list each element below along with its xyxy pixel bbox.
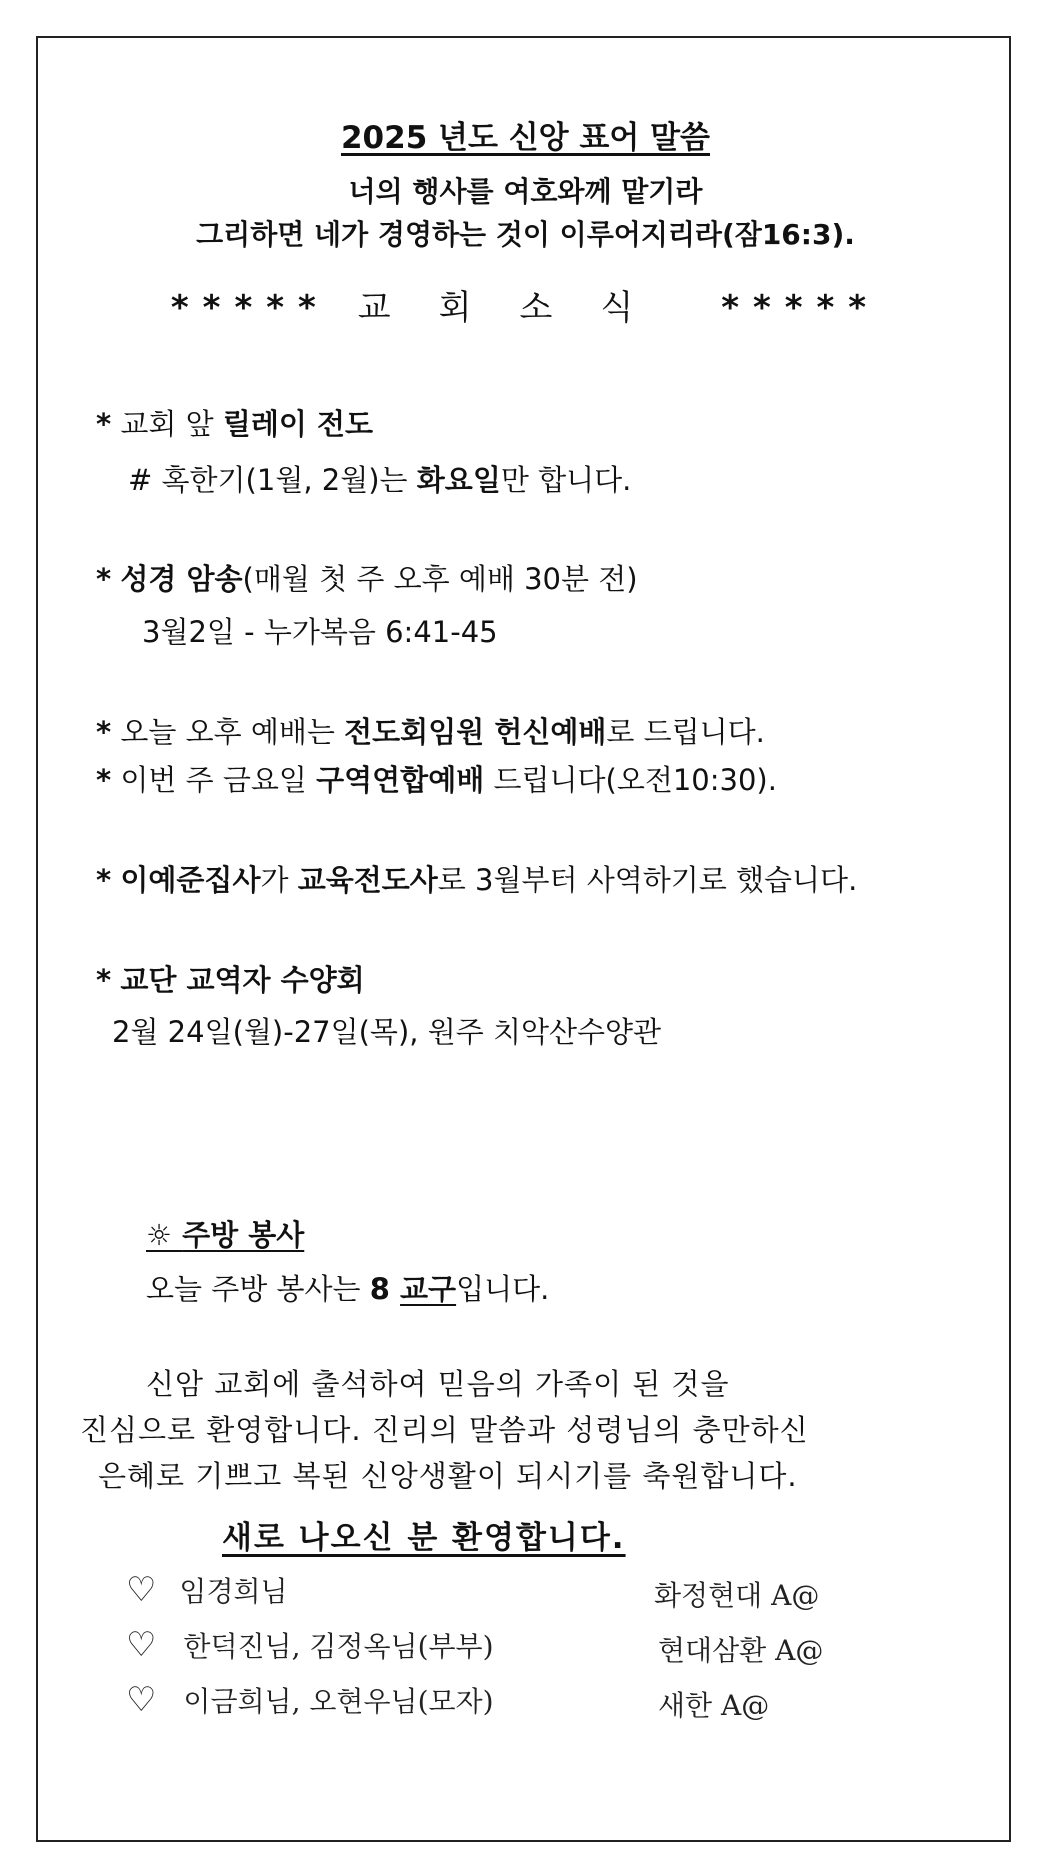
relay-item bbox=[96, 402, 373, 443]
district-prefix: 이번 주 금요일 bbox=[120, 763, 317, 797]
retreat-bold: 교단 교역자 수양회 bbox=[120, 963, 365, 997]
worship-bold: 전도회임원 헌신예배 bbox=[344, 715, 607, 749]
newcomer-row bbox=[126, 1680, 494, 1720]
ministry-bold1: 이예준집사 bbox=[120, 863, 261, 897]
bible-detail: 3월2일 - 누가복음 6:41-45 bbox=[142, 615, 498, 649]
bullet: * bbox=[96, 763, 112, 797]
bullet: * bbox=[96, 562, 112, 596]
relay-plain: 교회 앞 bbox=[120, 407, 223, 441]
newcomer-address: 현대삼환 A@ bbox=[658, 1634, 824, 1667]
welcome-line2: 진심으로 환영합니다. 진리의 말씀과 성령님의 충만하신 bbox=[80, 1413, 809, 1447]
ministry-bold2: 교육전도사 bbox=[297, 863, 438, 897]
ministry-mid: 가 bbox=[260, 863, 298, 897]
bullet: * bbox=[96, 963, 112, 997]
kitchen-prefix: 오늘 주방 봉사는 bbox=[146, 1272, 370, 1306]
kitchen-detail bbox=[146, 1267, 549, 1308]
bullet: * bbox=[96, 715, 112, 749]
worship-suffix: 로 드립니다. bbox=[606, 715, 765, 749]
kitchen-number: 8 bbox=[369, 1272, 401, 1306]
retreat-detail: 2월 24일(월)-27일(목), 원주 치악산수양관 bbox=[112, 1015, 662, 1049]
church-news-word: 교회소식 bbox=[357, 288, 682, 328]
stars-right: ***** bbox=[721, 288, 881, 328]
bible-plain: (매월 첫 주 오후 예배 30분 전) bbox=[242, 562, 638, 596]
bullet: * bbox=[96, 863, 112, 897]
district-bold: 구역연합예배 bbox=[316, 763, 485, 797]
newcomer-row bbox=[126, 1570, 288, 1610]
church-news-header bbox=[0, 280, 1051, 329]
worship-item bbox=[96, 710, 765, 751]
motto-verse-line1: 너의 행사를 여호와께 맡기라 bbox=[348, 175, 703, 208]
motto-title: 2025 년도 신앙 표어 말씀 bbox=[340, 120, 711, 156]
bible-item bbox=[96, 557, 638, 598]
kitchen-heading bbox=[146, 1213, 304, 1254]
heart-icon: ♡ bbox=[126, 1680, 157, 1720]
relay-note-bold: 화요일 bbox=[416, 463, 501, 497]
worship-prefix: 오늘 오후 예배는 bbox=[120, 715, 345, 749]
newcomer-name: 이금희님, 오현우님(모자) bbox=[183, 1685, 494, 1718]
newcomer-heading: 새로 나오신 분 환영합니다. bbox=[222, 1520, 626, 1556]
newcomer-address: 새한 A@ bbox=[658, 1689, 770, 1722]
retreat-item bbox=[96, 958, 365, 999]
welcome-line3: 은혜로 기쁘고 복된 신앙생활이 되시기를 축원합니다. bbox=[98, 1459, 798, 1493]
heart-icon: ♡ bbox=[126, 1625, 157, 1665]
newcomer-address: 화정현대 A@ bbox=[654, 1579, 820, 1612]
newcomer-row bbox=[126, 1625, 494, 1665]
kitchen-suffix: 입니다. bbox=[456, 1272, 550, 1306]
district-suffix: 드립니다(오전10:30). bbox=[484, 763, 777, 797]
newcomer-name: 한덕진님, 김정옥님(부부) bbox=[183, 1630, 494, 1663]
bible-bold: 성경 암송 bbox=[120, 562, 243, 596]
motto-verse-line2: 그리하면 네가 경영하는 것이 이루어지리라(잠16:3). bbox=[196, 218, 855, 251]
kitchen-group: 교구 bbox=[400, 1272, 457, 1306]
relay-note-suffix: 만 합니다. bbox=[500, 463, 632, 497]
newcomer-name: 임경희님 bbox=[179, 1575, 288, 1608]
heart-icon: ♡ bbox=[126, 1570, 157, 1610]
kitchen-heading-text: 주방 봉사 bbox=[182, 1218, 305, 1252]
district-item bbox=[96, 758, 777, 799]
relay-note bbox=[128, 458, 631, 499]
relay-bold: 릴레이 전도 bbox=[222, 407, 374, 441]
bullet: * bbox=[96, 407, 112, 441]
ministry-item bbox=[96, 858, 857, 899]
sun-icon: ☼ bbox=[146, 1218, 172, 1252]
relay-note-prefix: # 혹한기(1월, 2월)는 bbox=[128, 463, 417, 497]
stars-left: ***** bbox=[170, 288, 330, 328]
welcome-line1: 신암 교회에 출석하여 믿음의 가족이 된 것을 bbox=[146, 1367, 730, 1401]
ministry-suffix: 로 3월부터 사역하기로 했습니다. bbox=[437, 863, 858, 897]
